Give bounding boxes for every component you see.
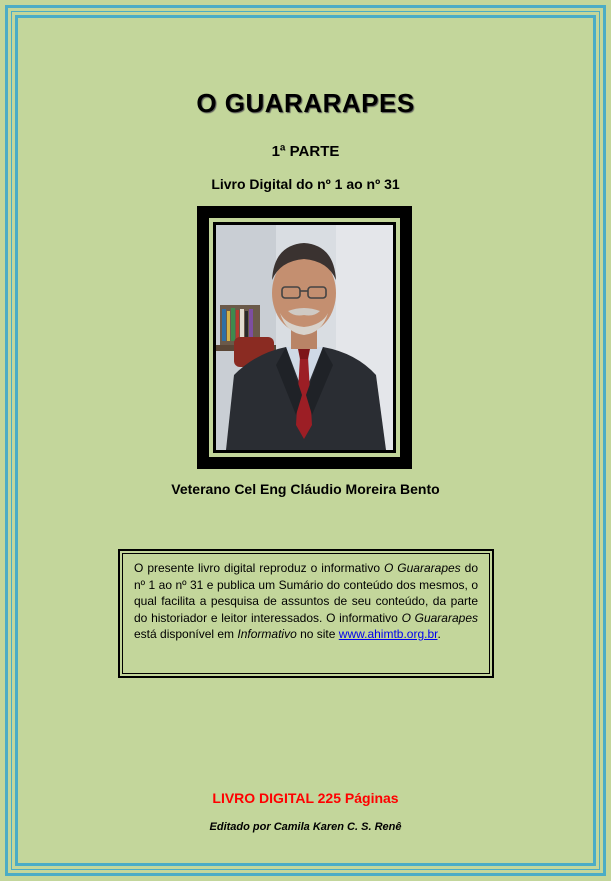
description-italic-3: Informativo <box>237 627 297 641</box>
description-text <box>122 553 490 674</box>
book-title: O GUARARAPES <box>196 88 415 118</box>
description-text-5: . <box>437 627 441 641</box>
website-link[interactable]: www.ahimtb.org.br <box>338 627 438 641</box>
book-part: 1ª PARTE <box>271 143 340 160</box>
description-text-2: do nº 1 ao nº 31 e publica um Sumário do conteúdo dos mesmos, o qual facilita a pesquisa de assuntos de seu conteúdo, da parte do historiador e leitor interessados. O informativo <box>134 561 478 625</box>
description-italic-1: O Guararapes <box>383 561 461 575</box>
portrait-icon <box>216 225 393 450</box>
photo-mat <box>209 218 400 457</box>
page-count-label: LIVRO DIGITAL 225 Páginas <box>212 790 399 806</box>
author-photo-frame <box>197 206 412 469</box>
description-box <box>118 549 494 678</box>
description-text-4: no site <box>296 627 339 641</box>
editor-credit: Editado por Camila Karen C. S. Renê <box>209 821 402 833</box>
description-text-1: O presente livro digital reproduz o informativo <box>134 561 384 575</box>
author-name: Veterano Cel Eng Cláudio Moreira Bento <box>171 481 440 497</box>
author-portrait-photo <box>216 225 393 450</box>
book-subtitle: Livro Digital do nº 1 ao nº 31 <box>211 176 400 192</box>
description-italic-2: O Guararapes <box>401 610 478 625</box>
photo-inner-border <box>213 222 396 453</box>
description-text-3: está disponível em <box>134 627 238 641</box>
